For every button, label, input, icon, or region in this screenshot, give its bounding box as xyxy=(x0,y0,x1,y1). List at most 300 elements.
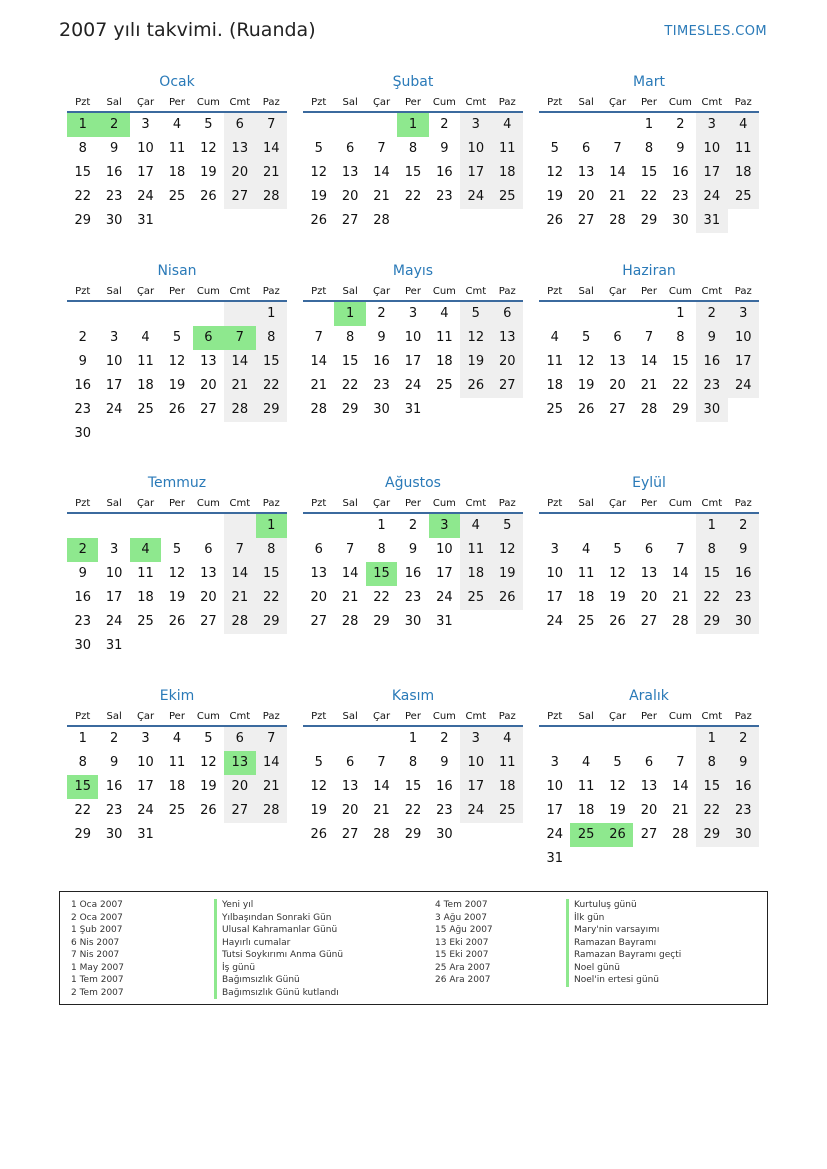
weekday-label: Per xyxy=(405,286,421,297)
holiday-day: 4 xyxy=(130,538,161,562)
empty-day xyxy=(224,514,255,538)
week-row xyxy=(539,137,759,161)
week-row xyxy=(67,398,287,422)
day-cell: 31 xyxy=(137,827,154,842)
day-cell: 21 xyxy=(310,378,327,393)
day-cell: 22 xyxy=(74,189,91,204)
day-cell: 12 xyxy=(609,566,626,581)
weekday-label: Çar xyxy=(136,498,155,509)
day-cell: 1 xyxy=(696,514,727,538)
day-cell: 9 xyxy=(440,141,449,156)
holiday-day: 13 xyxy=(224,751,255,775)
day-cell: 2 xyxy=(408,518,418,533)
day-cell: 29 xyxy=(696,823,727,847)
legend-holiday-name: Ramazan Bayramı xyxy=(566,937,656,950)
weekday-label: Sal xyxy=(106,711,122,722)
day-cell: 23 xyxy=(696,374,727,398)
day-cell: 7 xyxy=(256,113,287,137)
day-cell: 13 xyxy=(224,137,255,161)
empty-day xyxy=(633,302,664,326)
week-row xyxy=(303,727,523,751)
day-cell: 26 xyxy=(577,402,595,417)
day-cell: 6 xyxy=(204,542,213,557)
day-cell: 30 xyxy=(105,213,123,228)
day-cell: 4 xyxy=(581,755,591,770)
week-row xyxy=(539,751,759,775)
day-cell: 20 xyxy=(341,189,359,204)
page-title: 2007 yılı takvimi. (Ruanda) xyxy=(59,19,316,41)
empty-day xyxy=(256,634,287,658)
day-cell: 17 xyxy=(460,161,491,185)
day-cell: 1 xyxy=(696,727,727,751)
day-cell: 15 xyxy=(672,354,689,369)
week-row xyxy=(67,538,287,562)
day-cell: 15 xyxy=(256,562,287,586)
weekday-label: Per xyxy=(641,286,657,297)
day-cell: 12 xyxy=(168,566,186,581)
day-cell: 18 xyxy=(577,590,595,605)
weekday-label: Cmt xyxy=(465,498,487,509)
day-cell: 22 xyxy=(404,189,422,204)
day-cell: 25 xyxy=(460,586,491,610)
month-name: Mart xyxy=(633,74,665,90)
day-cell: 11 xyxy=(546,354,563,369)
day-cell: 28 xyxy=(672,614,689,629)
empty-day xyxy=(665,727,696,751)
week-row xyxy=(539,161,759,185)
day-cell: 14 xyxy=(373,779,390,794)
day-cell: 16 xyxy=(74,378,91,393)
day-cell: 6 xyxy=(581,141,591,156)
day-cell: 29 xyxy=(256,610,287,634)
day-cell: 21 xyxy=(373,189,390,204)
day-cell: 9 xyxy=(440,755,449,770)
legend-holiday-name: Noel'in ertesi günü xyxy=(566,974,659,987)
day-cell: 18 xyxy=(577,803,595,818)
day-cell: 28 xyxy=(672,827,689,842)
week-row xyxy=(67,137,287,161)
month-8 xyxy=(303,472,523,634)
day-cell: 3 xyxy=(460,727,491,751)
week-row xyxy=(303,374,523,398)
legend-date: 1 Tem 2007 xyxy=(71,975,124,985)
day-cell: 12 xyxy=(168,354,186,369)
weekday-label: Cmt xyxy=(701,711,723,722)
day-cell: 23 xyxy=(105,803,123,818)
day-cell: 27 xyxy=(200,614,217,629)
brand-link[interactable]: TIMESLES.COM xyxy=(664,24,767,39)
empty-day xyxy=(161,302,192,326)
weekday-label: Sal xyxy=(578,97,594,108)
weekday-label: Per xyxy=(169,97,185,108)
weekday-label: Cum xyxy=(432,498,456,509)
weekday-label: Cmt xyxy=(701,97,723,108)
weekday-label: Pzt xyxy=(547,498,563,509)
day-cell: 31 xyxy=(546,851,563,866)
day-cell: 11 xyxy=(577,779,595,794)
day-cell: 25 xyxy=(168,803,186,818)
day-cell: 8 xyxy=(256,326,287,350)
day-cell: 23 xyxy=(728,586,759,610)
day-cell: 2 xyxy=(377,306,386,321)
weekday-label: Çar xyxy=(372,711,391,722)
legend-holiday-name: Bağımsızlık Günü kutlandı xyxy=(214,987,339,1000)
weekday-label: Çar xyxy=(608,498,627,509)
week-row xyxy=(67,326,287,350)
day-cell: 19 xyxy=(460,350,491,374)
weekday-label: Sal xyxy=(106,97,122,108)
empty-day xyxy=(570,514,601,538)
week-row xyxy=(303,137,523,161)
day-cell: 13 xyxy=(341,165,359,180)
day-cell: 28 xyxy=(256,799,287,823)
day-cell: 17 xyxy=(137,165,154,180)
day-cell: 17 xyxy=(728,350,759,374)
day-cell: 29 xyxy=(256,398,287,422)
day-cell: 11 xyxy=(168,141,186,156)
day-cell: 8 xyxy=(408,141,418,156)
day-cell: 3 xyxy=(109,330,119,345)
weekday-label: Pzt xyxy=(311,286,327,297)
day-cell: 27 xyxy=(341,827,359,842)
day-cell: 21 xyxy=(640,378,658,393)
empty-day xyxy=(303,727,334,751)
day-cell: 11 xyxy=(460,538,491,562)
weekday-label: Paz xyxy=(498,498,516,509)
day-cell: 23 xyxy=(436,803,453,818)
month-name: Eylül xyxy=(632,475,666,491)
legend-holiday-name: Yeni yıl xyxy=(214,899,253,912)
weekday-label: Sal xyxy=(106,286,122,297)
month-7 xyxy=(67,472,287,658)
day-cell: 9 xyxy=(696,326,727,350)
day-cell: 30 xyxy=(728,610,759,634)
empty-day xyxy=(67,302,98,326)
legend-holiday-name: Hayırlı cumalar xyxy=(214,937,290,950)
day-cell: 28 xyxy=(373,827,390,842)
day-cell: 19 xyxy=(492,562,523,586)
empty-day xyxy=(366,113,397,137)
day-cell: 20 xyxy=(310,590,327,605)
weekday-label: Sal xyxy=(342,286,358,297)
empty-day xyxy=(193,302,224,326)
weekday-label: Pzt xyxy=(311,498,327,509)
day-cell: 15 xyxy=(696,775,727,799)
empty-day xyxy=(728,847,759,871)
month-name: Nisan xyxy=(157,263,197,279)
day-cell: 3 xyxy=(109,542,119,557)
weekday-header xyxy=(67,282,287,302)
weekday-label: Per xyxy=(169,286,185,297)
empty-day xyxy=(429,209,460,233)
day-cell: 9 xyxy=(109,755,119,770)
week-row xyxy=(539,727,759,751)
day-cell: 20 xyxy=(492,350,523,374)
empty-day xyxy=(397,209,428,233)
empty-day xyxy=(570,302,601,326)
week-row xyxy=(67,422,287,446)
day-cell: 3 xyxy=(408,306,418,321)
empty-day xyxy=(224,634,255,658)
day-cell: 5 xyxy=(460,302,491,326)
weekday-label: Pzt xyxy=(311,97,327,108)
week-row xyxy=(303,302,523,326)
legend-date: 15 Eki 2007 xyxy=(435,950,489,960)
day-cell: 20 xyxy=(640,803,658,818)
day-cell: 25 xyxy=(492,185,523,209)
day-cell: 26 xyxy=(168,614,186,629)
day-cell: 28 xyxy=(609,213,626,228)
day-cell: 26 xyxy=(609,614,626,629)
day-cell: 1 xyxy=(377,518,386,533)
month-11 xyxy=(303,685,523,847)
empty-day xyxy=(492,398,523,422)
empty-day xyxy=(193,422,224,446)
day-cell: 28 xyxy=(310,402,327,417)
day-cell: 7 xyxy=(613,141,622,156)
day-cell: 16 xyxy=(696,350,727,374)
day-cell: 9 xyxy=(78,354,87,369)
day-cell: 13 xyxy=(492,326,523,350)
day-cell: 21 xyxy=(609,189,626,204)
day-cell: 23 xyxy=(74,402,91,417)
day-cell: 2 xyxy=(78,330,87,345)
month-name: Aralık xyxy=(629,688,669,704)
weekday-label: Sal xyxy=(342,97,358,108)
empty-day xyxy=(460,398,491,422)
day-cell: 19 xyxy=(200,779,217,794)
day-cell: 25 xyxy=(577,614,595,629)
day-cell: 4 xyxy=(440,306,449,321)
day-cell: 5 xyxy=(204,731,213,746)
day-cell: 3 xyxy=(460,113,491,137)
week-row xyxy=(303,161,523,185)
empty-day xyxy=(539,113,570,137)
day-cell: 5 xyxy=(492,514,523,538)
month-6 xyxy=(539,260,759,422)
empty-day xyxy=(602,847,633,871)
day-cell: 27 xyxy=(224,185,255,209)
day-cell: 14 xyxy=(640,354,658,369)
week-row xyxy=(539,514,759,538)
day-cell: 3 xyxy=(141,731,150,746)
day-cell: 10 xyxy=(137,755,154,770)
day-cell: 30 xyxy=(436,827,453,842)
weekday-header xyxy=(67,93,287,113)
month-name: Ağustos xyxy=(385,475,441,491)
weekday-label: Paz xyxy=(734,498,752,509)
weekday-label: Per xyxy=(641,498,657,509)
day-cell: 17 xyxy=(404,354,422,369)
empty-day xyxy=(539,727,570,751)
day-cell: 16 xyxy=(728,562,759,586)
day-cell: 23 xyxy=(728,799,759,823)
day-cell: 31 xyxy=(436,614,453,629)
day-cell: 19 xyxy=(168,590,186,605)
day-cell: 29 xyxy=(640,213,658,228)
day-cell: 27 xyxy=(492,374,523,398)
weekday-label: Çar xyxy=(136,286,155,297)
day-cell: 10 xyxy=(460,137,491,161)
weekday-label: Cum xyxy=(668,97,692,108)
holiday-day: 3 xyxy=(429,514,460,538)
day-cell: 10 xyxy=(546,779,563,794)
empty-day xyxy=(161,209,192,233)
day-cell: 7 xyxy=(224,538,255,562)
day-cell: 12 xyxy=(200,141,217,156)
day-cell: 16 xyxy=(436,165,453,180)
empty-day xyxy=(633,847,664,871)
day-cell: 18 xyxy=(492,775,523,799)
empty-day xyxy=(67,514,98,538)
day-cell: 5 xyxy=(172,330,182,345)
day-cell: 1 xyxy=(408,731,418,746)
day-cell: 17 xyxy=(105,378,123,393)
day-cell: 27 xyxy=(200,402,217,417)
day-cell: 25 xyxy=(168,189,186,204)
week-row xyxy=(303,586,523,610)
day-cell: 6 xyxy=(224,113,255,137)
day-cell: 1 xyxy=(256,302,287,326)
day-cell: 7 xyxy=(377,755,386,770)
week-row xyxy=(539,398,759,422)
week-row xyxy=(67,209,287,233)
day-cell: 30 xyxy=(105,827,123,842)
day-cell: 30 xyxy=(74,426,91,441)
week-row xyxy=(67,634,287,658)
empty-day xyxy=(256,823,287,847)
day-cell: 14 xyxy=(672,566,689,581)
weekday-label: Cum xyxy=(196,498,220,509)
day-cell: 8 xyxy=(644,141,654,156)
day-cell: 25 xyxy=(546,402,563,417)
week-row xyxy=(303,514,523,538)
week-row xyxy=(539,374,759,398)
day-cell: 4 xyxy=(492,727,523,751)
holiday-day: 7 xyxy=(224,326,255,350)
week-row xyxy=(67,350,287,374)
day-cell: 28 xyxy=(224,398,255,422)
day-cell: 23 xyxy=(105,189,123,204)
legend-holiday-name: Mary'nin varsayımı xyxy=(566,924,659,937)
day-cell: 18 xyxy=(168,779,186,794)
day-cell: 14 xyxy=(224,562,255,586)
empty-day xyxy=(193,634,224,658)
weekday-label: Paz xyxy=(734,286,752,297)
day-cell: 27 xyxy=(640,614,658,629)
day-cell: 27 xyxy=(640,827,658,842)
weekday-header xyxy=(539,93,759,113)
weekday-label: Cmt xyxy=(465,711,487,722)
empty-day xyxy=(224,209,255,233)
day-cell: 13 xyxy=(200,566,217,581)
day-cell: 15 xyxy=(640,165,658,180)
day-cell: 25 xyxy=(137,614,154,629)
month-5 xyxy=(303,260,523,422)
day-cell: 18 xyxy=(137,378,154,393)
week-row xyxy=(539,326,759,350)
week-row xyxy=(67,610,287,634)
day-cell: 30 xyxy=(404,614,422,629)
day-cell: 7 xyxy=(377,141,386,156)
weekday-label: Cmt xyxy=(229,97,251,108)
month-name: Şubat xyxy=(392,74,434,90)
day-cell: 8 xyxy=(696,751,727,775)
month-3 xyxy=(539,71,759,233)
weekday-label: Paz xyxy=(262,97,280,108)
month-10 xyxy=(67,685,287,847)
day-cell: 26 xyxy=(200,803,217,818)
day-cell: 13 xyxy=(640,566,658,581)
day-cell: 20 xyxy=(200,590,217,605)
empty-day xyxy=(303,302,334,326)
day-cell: 21 xyxy=(672,590,689,605)
day-cell: 12 xyxy=(310,779,327,794)
day-cell: 19 xyxy=(577,378,595,393)
day-cell: 6 xyxy=(345,755,355,770)
day-cell: 24 xyxy=(137,803,154,818)
day-cell: 21 xyxy=(672,803,689,818)
day-cell: 21 xyxy=(256,775,287,799)
day-cell: 5 xyxy=(613,755,622,770)
weekday-label: Per xyxy=(169,711,185,722)
day-cell: 27 xyxy=(224,799,255,823)
day-cell: 30 xyxy=(373,402,390,417)
weekday-label: Per xyxy=(405,97,421,108)
empty-day xyxy=(161,422,192,446)
day-cell: 16 xyxy=(672,165,689,180)
day-cell: 14 xyxy=(609,165,626,180)
day-cell: 26 xyxy=(310,827,327,842)
month-4 xyxy=(67,260,287,446)
day-cell: 7 xyxy=(345,542,355,557)
day-cell: 4 xyxy=(581,542,591,557)
legend-date: 7 Nis 2007 xyxy=(71,950,120,960)
day-cell: 8 xyxy=(78,755,87,770)
day-cell: 2 xyxy=(109,731,119,746)
weekday-label: Paz xyxy=(262,286,280,297)
empty-day xyxy=(460,823,491,847)
day-cell: 22 xyxy=(256,586,287,610)
day-cell: 24 xyxy=(696,185,727,209)
day-cell: 24 xyxy=(137,189,154,204)
empty-day xyxy=(224,823,255,847)
day-cell: 30 xyxy=(74,638,91,653)
week-row xyxy=(67,161,287,185)
week-row xyxy=(539,586,759,610)
holiday-day: 15 xyxy=(67,775,98,799)
empty-day xyxy=(728,398,759,422)
day-cell: 20 xyxy=(200,378,217,393)
month-9 xyxy=(539,472,759,634)
day-cell: 25 xyxy=(728,185,759,209)
day-cell: 18 xyxy=(492,161,523,185)
weekday-label: Çar xyxy=(372,498,391,509)
day-cell: 13 xyxy=(200,354,217,369)
day-cell: 25 xyxy=(137,402,154,417)
empty-day xyxy=(570,113,601,137)
legend-date: 1 Oca 2007 xyxy=(71,900,123,910)
day-cell: 4 xyxy=(172,117,182,132)
day-cell: 21 xyxy=(341,590,359,605)
week-row xyxy=(67,185,287,209)
empty-day xyxy=(303,514,334,538)
legend-holiday-name: Tutsi Soykırımı Anma Günü xyxy=(214,949,343,962)
day-cell: 26 xyxy=(546,213,563,228)
weekday-label: Per xyxy=(641,711,657,722)
day-cell: 22 xyxy=(404,803,422,818)
empty-day xyxy=(696,847,727,871)
